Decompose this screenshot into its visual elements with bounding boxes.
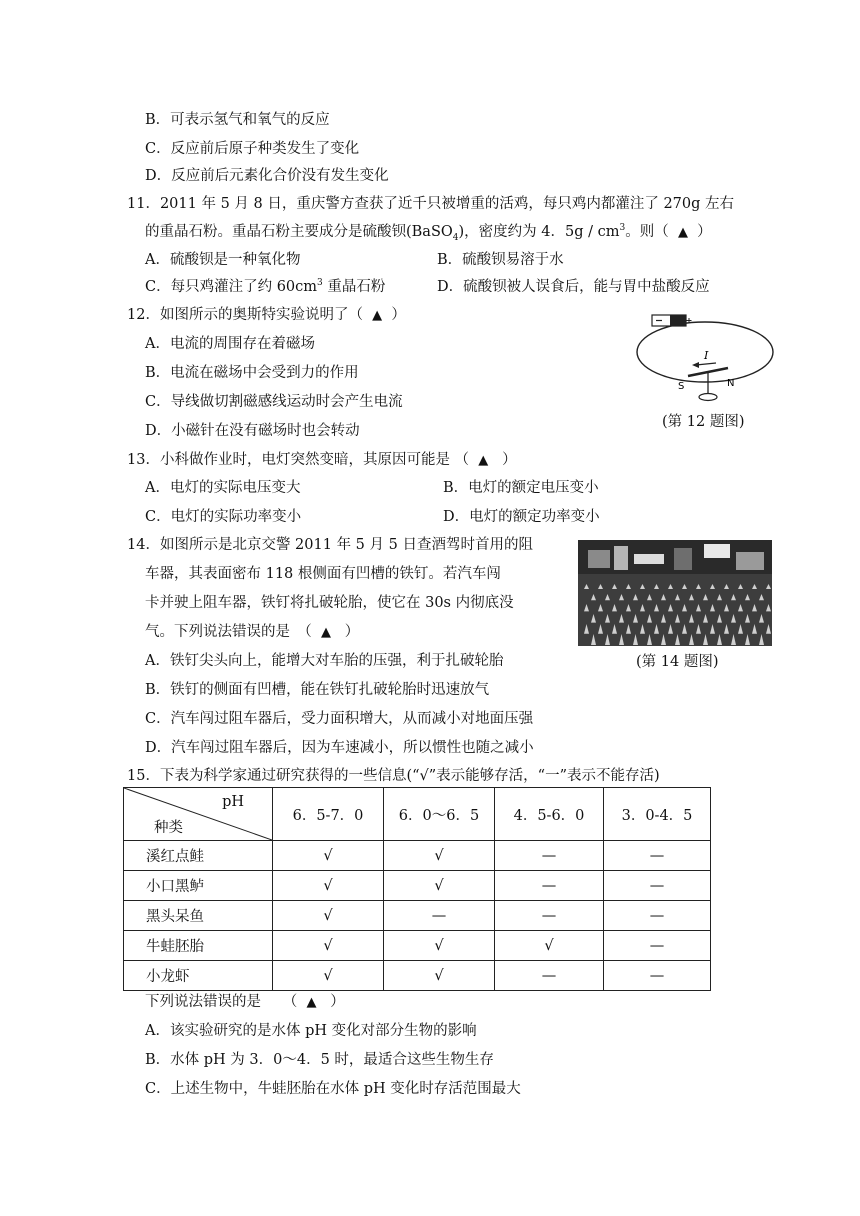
table-header-row	[124, 788, 711, 841]
answer-triangle: ▲	[306, 995, 317, 1010]
answer-triangle: ▲	[320, 625, 331, 640]
q10-option-c: C．反应前后原子种类发生了变化	[145, 141, 360, 157]
q11-option-a: A．硫酸钡是一种氧化物	[145, 252, 301, 268]
q14-stem-line1: 14．如图所示是北京交警 2011 年 5 月 5 日查酒驾时首用的阻	[127, 537, 533, 553]
table-cell: √	[273, 871, 384, 901]
table-row	[124, 901, 711, 931]
answer-triangle: ▲	[478, 453, 489, 468]
q14-option-b: B．铁钉的侧面有凹槽，能在铁钉扎破轮胎时迅速放气	[145, 682, 490, 698]
q12-option-d: D．小磁针在没有磁场时也会转动	[145, 423, 360, 439]
oersted-experiment-figure	[630, 310, 780, 410]
q11-stem-line2: 的重晶石粉。重晶石粉主要成分是硫酸钡(BaSO$_4$)，密度约为 4．$5g / cm^3$。则（ ▲ ）	[145, 223, 712, 243]
q14-stem-line2: 车器，其表面密布 118 根侧面有凹槽的铁钉。若汽车闯	[145, 566, 501, 582]
table-cell: √	[495, 931, 604, 961]
species-name: 牛蛙胚胎	[124, 931, 273, 961]
answer-triangle: ▲	[677, 225, 688, 240]
table-cell: —	[495, 961, 604, 991]
table-cell: —	[495, 901, 604, 931]
q14-stem-line4: 气。下列说法错误的是 （ ▲ ）	[145, 624, 360, 640]
table-cell: —	[384, 901, 495, 931]
table-cell: —	[495, 871, 604, 901]
q12-stem: 12．如图所示的奥斯特实验说明了（ ▲ ）	[127, 307, 406, 323]
q10-option-d: D．反应前后元素化合价没有发生变化	[145, 168, 389, 184]
species-name: 溪红点鲑	[124, 841, 273, 871]
q13-option-b: B．电灯的额定电压变小	[443, 480, 599, 496]
q10-option-b: B．可表示氢气和氧气的反应	[145, 112, 330, 128]
table-cell: —	[495, 841, 604, 871]
diagonal-divider	[124, 788, 272, 840]
table-cell: √	[384, 871, 495, 901]
q15-option-c: C．上述生物中，牛蛙胚胎在水体 pH 变化时存活范围最大	[145, 1081, 521, 1097]
table-cell: —	[604, 961, 711, 991]
ph-survival-table	[123, 787, 711, 991]
table-cell: √	[384, 961, 495, 991]
table-cell: √	[273, 901, 384, 931]
table-row	[124, 931, 711, 961]
species-name: 黑头呆鱼	[124, 901, 273, 931]
ph-header: pH	[222, 794, 244, 810]
q15-option-a: A．该实验研究的是水体 pH 变化对部分生物的影响	[145, 1023, 477, 1039]
column-header: 6．0～6．5	[384, 788, 495, 841]
road-spike-strip-photo	[578, 540, 772, 646]
current-label: I	[704, 349, 709, 362]
q15-stem: 15．下表为科学家通过研究获得的一些信息(“√”表示能够存活，“一”表示不能存活)	[127, 768, 660, 784]
q13-stem: 13．小科做作业时，电灯突然变暗，其原因可能是 （ ▲ ）	[127, 452, 517, 468]
species-name: 小口黑鲈	[124, 871, 273, 901]
q13-option-d: D．电灯的额定功率变小	[443, 509, 600, 525]
q13-option-a: A．电灯的实际电压变大	[145, 480, 301, 496]
q12-option-a: A．电流的周围存在着磁场	[145, 336, 315, 352]
table-cell: √	[384, 931, 495, 961]
q12-option-c: C．导线做切割磁感线运动时会产生电流	[145, 394, 403, 410]
q11-option-b: B．硫酸钡易溶于水	[437, 252, 564, 268]
table-cell: √	[273, 961, 384, 991]
species-header: 种类	[154, 820, 183, 836]
q14-option-c: C．汽车闯过阻车器后，受力面积增大，从而减小对地面压强	[145, 711, 534, 727]
table-row	[124, 871, 711, 901]
q11-option-d: D．硫酸钡被人误食后，能与胃中盐酸反应	[437, 279, 710, 295]
south-pole-label: S	[678, 381, 685, 392]
table-corner-cell	[124, 788, 273, 841]
q14-option-d: D．汽车闯过阻车器后，因为车速减小，所以惯性也随之减小	[145, 740, 534, 756]
species-name: 小龙虾	[124, 961, 273, 991]
q15-question: 下列说法错误的是 （ ▲ ）	[145, 994, 345, 1010]
q14-stem-line3: 卡并驶上阻车器，铁钉将扎破轮胎，使它在 30s 内彻底没	[145, 595, 514, 611]
figure-12-caption: (第 12 题图)	[662, 414, 745, 430]
q12-option-b: B．电流在磁场中会受到力的作用	[145, 365, 359, 381]
table-cell: √	[384, 841, 495, 871]
answer-triangle: ▲	[372, 308, 383, 323]
figure-14-caption: (第 14 题图)	[636, 654, 719, 670]
column-header: 3．0-4．5	[604, 788, 711, 841]
q15-option-b: B．水体 pH 为 3．0～4．5 时，最适合这些生物生存	[145, 1052, 494, 1068]
column-header: 4．5-6．0	[495, 788, 604, 841]
table-cell: —	[604, 841, 711, 871]
table-cell: —	[604, 931, 711, 961]
q13-option-c: C．电灯的实际功率变小	[145, 509, 302, 525]
column-header: 6．5-7．0	[273, 788, 384, 841]
table-cell: —	[604, 901, 711, 931]
q11-option-c: C．每只鸡灌注了约 $60cm^3$ 重晶石粉	[145, 278, 386, 295]
table-row	[124, 841, 711, 871]
table-cell: √	[273, 931, 384, 961]
table-cell: √	[273, 841, 384, 871]
table-cell: —	[604, 871, 711, 901]
q14-option-a: A．铁钉尖头向上，能增大对车胎的压强，利于扎破轮胎	[145, 653, 504, 669]
q11-stem-line1: 11．2011 年 5 月 8 日，重庆警方查获了近千只被增重的活鸡，每只鸡内都灌注了 270g 左右	[127, 196, 735, 212]
table-row	[124, 961, 711, 991]
north-pole-label: N	[727, 378, 735, 389]
